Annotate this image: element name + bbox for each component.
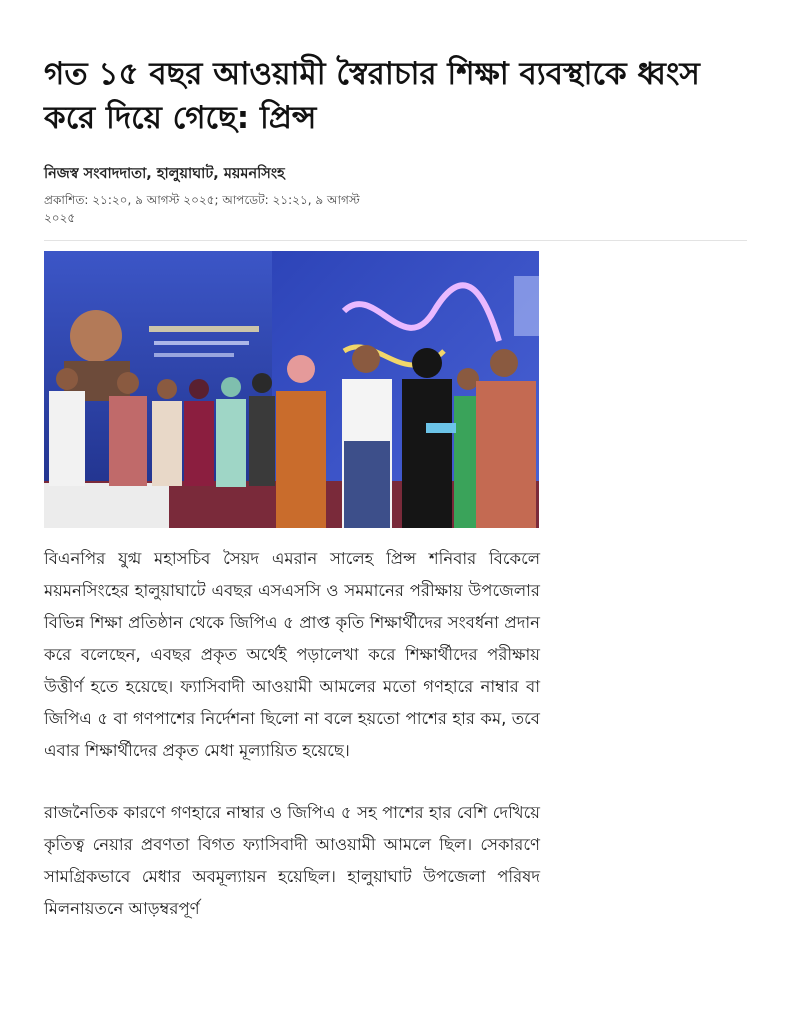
body-paragraph: বিএনপির যুগ্ম মহাসচিব সৈয়দ এমরান সালেহ প্রিন্স শনিবার বিকেলে ময়মনসিংহের হালুয়াঘাটে এবছর এসএসসি ও সমমানের পরীক্ষায় উপজেলার বিভিন্ন শিক্ষা প্রতিষ্ঠান থেকে জিপিএ ৫ প্রাপ্ত কৃতি শিক্ষার্থীদের সংবর্ধনা প্রদান করে বলেছেন, এবছর প্রকৃত অর্থেই পড়ালেখা করে শিক্ষার্থীদের পরীক্ষায় উত্তীর্ণ হতে হয়েছে। ফ্যাসিবাদী আওয়ামী আমলের মতো গণহারে নাম্বার বা জিপিএ ৫ বা গণপাশের নির্দেশনা ছিলো না বলে হয়তো পাশের হার কম, তবে এবার শিক্ষার্থীদের প্রকৃত মেধা মূল্যায়িত হয়েছে। bbox=[44, 549, 540, 760]
divider bbox=[44, 240, 747, 241]
article-headline: গত ১৫ বছর আওয়ামী স্বৈরাচার শিক্ষা ব্যবস্থাকে ধ্বংস করে দিয়ে গেছে: প্রিন্স bbox=[44, 56, 700, 136]
article-body bbox=[44, 543, 540, 955]
photo-illustration bbox=[44, 251, 539, 528]
article-photo bbox=[44, 251, 539, 528]
article-byline: নিজস্ব সংবাদদাতা, হালুয়াঘাট, ময়মনসিংহ bbox=[44, 166, 285, 182]
body-paragraph: রাজনৈতিক কারণে গণহারে নাম্বার ও জিপিএ ৫ সহ পাশের হার বেশি দেখিয়ে কৃতিত্ব নেয়ার প্রবণতা বিগত ফ্যাসিবাদী আওয়ামী আমলে ছিল। সেকারণে সামগ্রিকভাবে মেধার অবমূল্যায়ন হয়েছিল। হালুয়াঘাট উপজেলা পরিষদ মিলনায়তনে আড়ম্বরপূর্ণ bbox=[44, 803, 540, 918]
article-timestamp: প্রকাশিত: ২১:২০, ৯ আগস্ট ২০২৫; আপডেট: ২১:২১, ৯ আগস্ট ২০২৫ bbox=[44, 193, 360, 225]
